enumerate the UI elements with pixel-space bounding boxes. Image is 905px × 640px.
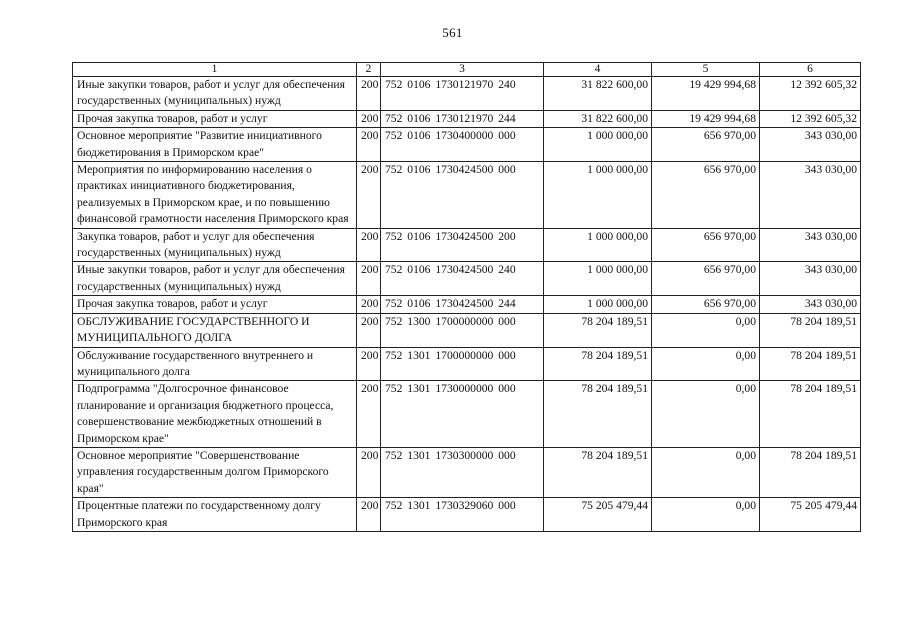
row-col6-cell: 343 030,00 xyxy=(760,296,861,313)
row-col4-cell: 78 204 189,51 xyxy=(544,313,652,347)
row-name-cell: Мероприятия по информированию населения о практиках инициативного бюджетирования, реализуемых в Приморском крае, и по повышению финансовой грамотности населения Приморского края xyxy=(73,162,357,229)
row-col4-cell: 31 822 600,00 xyxy=(544,110,652,127)
row-code-cell: 752 0106 1730121970 244 xyxy=(381,110,544,127)
header-cell-1: 1 xyxy=(73,63,357,77)
row-code-cell: 752 0106 1730424500 244 xyxy=(381,296,544,313)
row-code-cell: 752 1301 1730329060 000 xyxy=(381,498,544,532)
row-name-cell: Прочая закупка товаров, работ и услуг xyxy=(73,296,357,313)
page-number: 561 xyxy=(442,25,463,40)
row-code-cell: 752 1301 1730000000 000 xyxy=(381,381,544,448)
row-col4-cell: 1 000 000,00 xyxy=(544,262,652,296)
header-cell-4: 4 xyxy=(544,63,652,77)
table-row xyxy=(73,347,861,381)
table-row xyxy=(73,110,861,127)
row-col2-cell: 200 xyxy=(357,228,381,262)
row-col4-cell: 1 000 000,00 xyxy=(544,162,652,229)
row-name-cell: Процентные платежи по государственному долгу Приморского края xyxy=(73,498,357,532)
table-row xyxy=(73,296,861,313)
table-header-row xyxy=(73,63,861,77)
table-row xyxy=(73,498,861,532)
row-col5-cell: 656 970,00 xyxy=(652,128,760,162)
row-col2-cell: 200 xyxy=(357,313,381,347)
header-cell-6: 6 xyxy=(760,63,861,77)
row-col5-cell: 0,00 xyxy=(652,447,760,497)
table-row xyxy=(73,128,861,162)
row-col5-cell: 0,00 xyxy=(652,347,760,381)
row-col6-cell: 78 204 189,51 xyxy=(760,381,861,448)
row-col2-cell: 200 xyxy=(357,381,381,448)
row-name-cell: ОБСЛУЖИВАНИЕ ГОСУДАРСТВЕННОГО И МУНИЦИПАЛЬНОГО ДОЛГА xyxy=(73,313,357,347)
row-col6-cell: 78 204 189,51 xyxy=(760,347,861,381)
row-col6-cell: 12 392 605,32 xyxy=(760,110,861,127)
table-row xyxy=(73,313,861,347)
budget-table xyxy=(72,62,861,532)
row-col6-cell: 78 204 189,51 xyxy=(760,313,861,347)
row-col2-cell: 200 xyxy=(357,110,381,127)
row-col6-cell: 343 030,00 xyxy=(760,262,861,296)
row-col5-cell: 656 970,00 xyxy=(652,228,760,262)
row-col5-cell: 656 970,00 xyxy=(652,262,760,296)
row-col5-cell: 0,00 xyxy=(652,498,760,532)
row-col6-cell: 343 030,00 xyxy=(760,128,861,162)
row-col5-cell: 656 970,00 xyxy=(652,162,760,229)
row-code-cell: 752 0106 1730424500 200 xyxy=(381,228,544,262)
row-col2-cell: 200 xyxy=(357,77,381,111)
row-col6-cell: 78 204 189,51 xyxy=(760,447,861,497)
row-col2-cell: 200 xyxy=(357,447,381,497)
row-code-cell: 752 1301 1730300000 000 xyxy=(381,447,544,497)
row-code-cell: 752 1300 1700000000 000 xyxy=(381,313,544,347)
table-row xyxy=(73,228,861,262)
row-col4-cell: 31 822 600,00 xyxy=(544,77,652,111)
header-cell-3: 3 xyxy=(381,63,544,77)
row-col2-cell: 200 xyxy=(357,128,381,162)
row-col4-cell: 78 204 189,51 xyxy=(544,447,652,497)
header-cell-2: 2 xyxy=(357,63,381,77)
row-col6-cell: 75 205 479,44 xyxy=(760,498,861,532)
row-code-cell: 752 1301 1700000000 000 xyxy=(381,347,544,381)
row-col2-cell: 200 xyxy=(357,498,381,532)
row-code-cell: 752 0106 1730121970 240 xyxy=(381,77,544,111)
table-row xyxy=(73,262,861,296)
row-col5-cell: 19 429 994,68 xyxy=(652,77,760,111)
row-col4-cell: 78 204 189,51 xyxy=(544,381,652,448)
table-row xyxy=(73,381,861,448)
row-code-cell: 752 0106 1730424500 000 xyxy=(381,162,544,229)
row-col6-cell: 343 030,00 xyxy=(760,228,861,262)
row-code-cell: 752 0106 1730400000 000 xyxy=(381,128,544,162)
row-col4-cell: 1 000 000,00 xyxy=(544,128,652,162)
table-row xyxy=(73,162,861,229)
row-col6-cell: 12 392 605,32 xyxy=(760,77,861,111)
row-col2-cell: 200 xyxy=(357,296,381,313)
row-col4-cell: 75 205 479,44 xyxy=(544,498,652,532)
row-col2-cell: 200 xyxy=(357,262,381,296)
row-name-cell: Подпрограмма "Долгосрочное финансовое планирование и организация бюджетного процесса, совершенствование межбюджетных отношений в Приморском крае" xyxy=(73,381,357,448)
row-col5-cell: 656 970,00 xyxy=(652,296,760,313)
row-name-cell: Основное мероприятие "Совершенствование управления государственным долгом Приморского края" xyxy=(73,447,357,497)
header-cell-5: 5 xyxy=(652,63,760,77)
row-name-cell: Основное мероприятие "Развитие инициативного бюджетирования в Приморском крае" xyxy=(73,128,357,162)
row-col4-cell: 78 204 189,51 xyxy=(544,347,652,381)
row-name-cell: Закупка товаров, работ и услуг для обеспечения государственных (муниципальных) нужд xyxy=(73,228,357,262)
row-col5-cell: 0,00 xyxy=(652,381,760,448)
table-row xyxy=(73,77,861,111)
row-col4-cell: 1 000 000,00 xyxy=(544,228,652,262)
row-col5-cell: 0,00 xyxy=(652,313,760,347)
row-col2-cell: 200 xyxy=(357,347,381,381)
row-code-cell: 752 0106 1730424500 240 xyxy=(381,262,544,296)
table-row xyxy=(73,447,861,497)
row-col6-cell: 343 030,00 xyxy=(760,162,861,229)
row-name-cell: Обслуживание государственного внутреннего и муниципального долга xyxy=(73,347,357,381)
row-name-cell: Прочая закупка товаров, работ и услуг xyxy=(73,110,357,127)
row-name-cell: Иные закупки товаров, работ и услуг для обеспечения государственных (муниципальных) нужд xyxy=(73,262,357,296)
row-col4-cell: 1 000 000,00 xyxy=(544,296,652,313)
row-col2-cell: 200 xyxy=(357,162,381,229)
row-col5-cell: 19 429 994,68 xyxy=(652,110,760,127)
row-name-cell: Иные закупки товаров, работ и услуг для обеспечения государственных (муниципальных) нужд xyxy=(73,77,357,111)
